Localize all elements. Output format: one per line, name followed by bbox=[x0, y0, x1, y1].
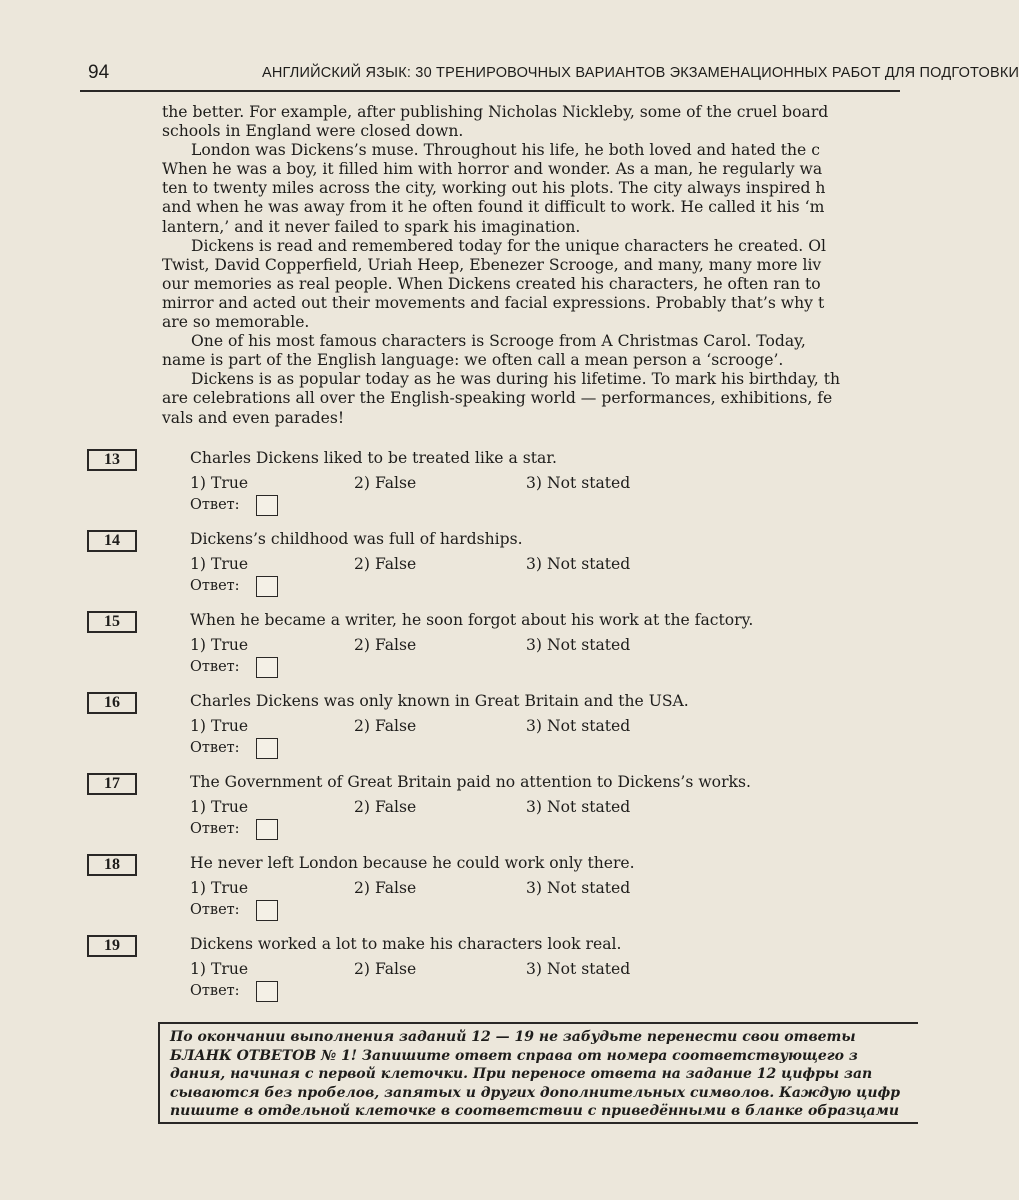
article-line: lantern,’ and it never failed to spark his imagination. bbox=[162, 217, 581, 236]
instruction-box bbox=[158, 1022, 918, 1124]
question-statement: Charles Dickens was only known in Great Britain and the USA. bbox=[190, 692, 689, 710]
answer-box[interactable] bbox=[256, 738, 278, 759]
answer-label: Ответ: bbox=[190, 821, 240, 837]
question-number: 18 bbox=[87, 854, 137, 876]
answer-label: Ответ: bbox=[190, 740, 240, 756]
running-title: АНГЛИЙСКИЙ ЯЗЫК: 30 ТРЕНИРОВОЧНЫХ ВАРИАНТОВ ЭКЗАМЕНАЦИОННЫХ РАБОТ ДЛЯ ПОДГОТОВКИ bbox=[262, 65, 1019, 81]
question-14 bbox=[0, 528, 900, 608]
answer-box[interactable] bbox=[256, 657, 278, 678]
question-19 bbox=[0, 933, 900, 1013]
question-number: 19 bbox=[87, 935, 137, 957]
option-true: 1) True bbox=[190, 636, 249, 654]
article-line: the better. For example, after publishing Nicholas Nickleby, some of the cruel board bbox=[162, 103, 829, 121]
answer-label: Ответ: bbox=[190, 578, 240, 594]
article-line: are celebrations all over the English-speaking world — performances, exhibitions, fe bbox=[162, 389, 833, 408]
article-line: schools in England were closed down. bbox=[162, 122, 464, 141]
question-statement: Dickens worked a lot to make his characters look real. bbox=[190, 935, 622, 953]
question-number: 16 bbox=[87, 692, 137, 714]
option-false: 2) False bbox=[354, 960, 417, 978]
question-number: 15 bbox=[87, 611, 137, 633]
instruction-line: дания, начиная с первой клеточки. При переносе ответа на задание 12 цифры зап bbox=[170, 1066, 873, 1083]
answer-label: Ответ: bbox=[190, 902, 240, 918]
question-18 bbox=[0, 852, 900, 932]
article-line: name is part of the English language: we often call a mean person a ‘scrooge’. bbox=[162, 351, 784, 370]
option-false: 2) False bbox=[354, 798, 417, 816]
answer-box[interactable] bbox=[256, 981, 278, 1002]
article-line: mirror and acted out their movements and facial expressions. Probably that’s why t bbox=[162, 293, 825, 312]
option-not-stated: 3) Not stated bbox=[526, 798, 631, 816]
instruction-line: По окончании выполнения заданий 12 — 19 не забудьте перенести свои ответы bbox=[170, 1029, 856, 1045]
article-text bbox=[162, 103, 962, 428]
article-line: our memories as real people. When Dickens created his characters, he often ran to bbox=[162, 274, 821, 293]
question-statement: He never left London because he could work only there. bbox=[190, 854, 635, 872]
article-line: Dickens is as popular today as he was during his lifetime. To mark his birthday, th bbox=[191, 370, 841, 389]
answer-box[interactable] bbox=[256, 576, 278, 597]
answer-label: Ответ: bbox=[190, 659, 240, 675]
question-statement: Dickens’s childhood was full of hardships. bbox=[190, 530, 523, 548]
option-false: 2) False bbox=[354, 879, 417, 897]
option-not-stated: 3) Not stated bbox=[526, 960, 631, 978]
option-true: 1) True bbox=[190, 960, 249, 978]
instruction-line: пишите в отдельной клеточке в соответствии с приведёнными в бланке образцами bbox=[170, 1103, 900, 1120]
article-line: When he was a boy, it filled him with horror and wonder. As a man, he regularly wa bbox=[162, 160, 823, 179]
answer-label: Ответ: bbox=[190, 983, 240, 999]
option-false: 2) False bbox=[354, 474, 417, 492]
article-line: and when he was away from it he often found it difficult to work. He called it his ‘m bbox=[162, 198, 825, 217]
article-line: vals and even parades! bbox=[162, 408, 345, 427]
article-line: ten to twenty miles across the city, working out his plots. The city always inspired h bbox=[162, 179, 826, 198]
instruction-line: сываются без пробелов, запятых и других дополнительных символов. Каждую цифр bbox=[170, 1084, 901, 1101]
option-true: 1) True bbox=[190, 717, 249, 735]
instruction-line: БЛАНК ОТВЕТОВ № 1! Запишите ответ справа от номера соответствующего з bbox=[170, 1047, 858, 1064]
page-header bbox=[0, 56, 1019, 92]
question-statement: When he became a writer, he soon forgot about his work at the factory. bbox=[190, 611, 754, 629]
option-true: 1) True bbox=[190, 798, 249, 816]
answer-box[interactable] bbox=[256, 495, 278, 516]
article-line: are so memorable. bbox=[162, 313, 310, 332]
question-16 bbox=[0, 690, 900, 770]
option-false: 2) False bbox=[354, 636, 417, 654]
question-number: 14 bbox=[87, 530, 137, 552]
option-not-stated: 3) Not stated bbox=[526, 879, 631, 897]
question-statement: Charles Dickens liked to be treated like a star. bbox=[190, 449, 557, 467]
option-true: 1) True bbox=[190, 555, 249, 573]
question-15 bbox=[0, 609, 900, 689]
option-not-stated: 3) Not stated bbox=[526, 636, 631, 654]
question-17 bbox=[0, 771, 900, 851]
option-not-stated: 3) Not stated bbox=[526, 474, 631, 492]
question-13 bbox=[0, 447, 900, 527]
option-false: 2) False bbox=[354, 717, 417, 735]
article-line: Dickens is read and remembered today for the unique characters he created. Ol bbox=[191, 236, 826, 255]
article-line: London was Dickens’s muse. Throughout his life, he both loved and hated the c bbox=[191, 141, 820, 160]
page-number: 94 bbox=[88, 62, 110, 83]
answer-box[interactable] bbox=[256, 900, 278, 921]
answer-box[interactable] bbox=[256, 819, 278, 840]
option-not-stated: 3) Not stated bbox=[526, 717, 631, 735]
option-false: 2) False bbox=[354, 555, 417, 573]
article-line: Twist, David Copperfield, Uriah Heep, Ebenezer Scrooge, and many, many more liv bbox=[162, 255, 822, 274]
article-line: One of his most famous characters is Scrooge from A Christmas Carol. Today, bbox=[191, 332, 806, 351]
question-statement: The Government of Great Britain paid no attention to Dickens’s works. bbox=[190, 773, 751, 791]
question-number: 17 bbox=[87, 773, 137, 795]
answer-label: Ответ: bbox=[190, 497, 240, 513]
option-true: 1) True bbox=[190, 474, 249, 492]
option-true: 1) True bbox=[190, 879, 249, 897]
option-not-stated: 3) Not stated bbox=[526, 555, 631, 573]
header-rule bbox=[80, 90, 900, 92]
question-number: 13 bbox=[87, 449, 137, 471]
